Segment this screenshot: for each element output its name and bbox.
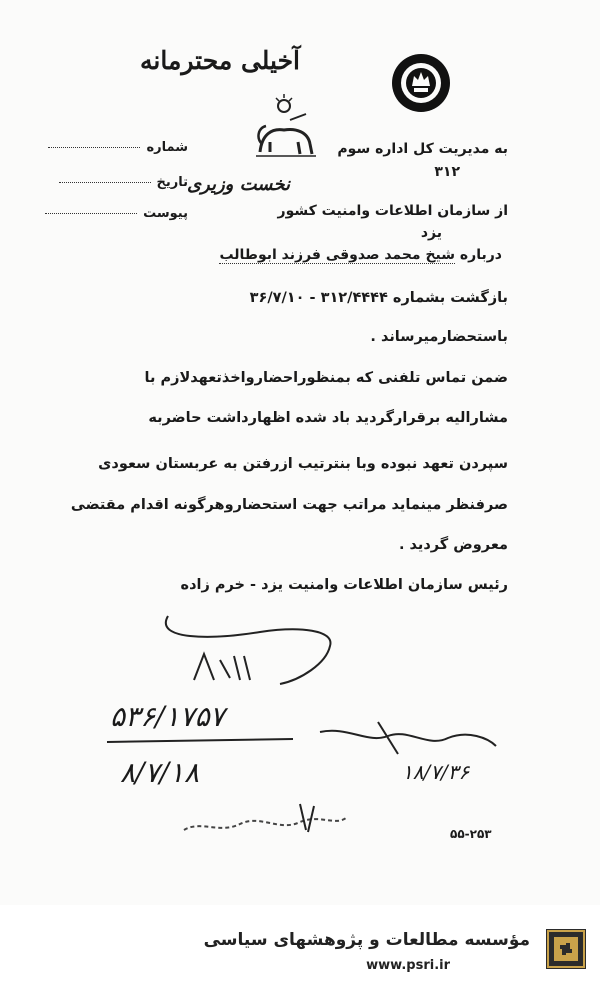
side-signature-stroke: [318, 718, 498, 758]
institute-name: مؤسسه مطالعات و پژوهشهای سیاسی: [203, 930, 530, 950]
handwritten-scribble-top: [190, 650, 260, 685]
website-url[interactable]: www.psri.ir: [366, 958, 450, 973]
field-date: تاریخ: [59, 175, 189, 190]
body-line-5: سپردن تعهد نبوده وبا بنترتیب ازرفتن به عربستان سعودی: [98, 456, 508, 472]
body-line-4: مشارالیه برقرارگردید باد شده اظهارداشت حاضربه: [148, 410, 508, 426]
field-attachment: پیوست: [45, 206, 188, 221]
addressee: به مدیریت کل اداره سوم: [337, 141, 508, 157]
lion-and-sun-emblem-icon: [250, 92, 328, 170]
subject-line: درباره شیخ محمد صدوقی فرزند ابوطالب: [219, 247, 502, 263]
body-line-1: بازگشت بشماره ۳۱۲/۴۴۴۴ - ۳۶/۷/۱۰: [249, 290, 508, 306]
side-date-note: ۱۸/۷/۳۶: [402, 760, 470, 784]
field-number: شماره: [48, 140, 188, 155]
body-line-7: معروض گردید .: [398, 537, 508, 553]
reference-number: ۵۳۶/۱۷۵۷: [110, 700, 225, 733]
sender: از سازمان اطلاعات وامنیت کشور: [277, 203, 508, 219]
body-line-3: ضمن تماس تلفنی که بمنظوراحضارواخذتعهدلازم با: [144, 370, 508, 386]
reference-underline: [105, 736, 295, 746]
body-line-2: باستحضارمیرساند .: [370, 329, 508, 345]
ministry-name: نخست وزیری: [186, 174, 290, 195]
date-note: ۸/۷/۱۸: [120, 756, 200, 789]
city: یزد: [420, 225, 442, 241]
signature-line: رئیس سازمان اطلاعات وامنیت یزد - خرم زاده: [180, 577, 508, 593]
stamp-scribble: [180, 800, 350, 840]
emblem-seal-icon: [390, 52, 452, 114]
classification-title: آخیلی محترمانه: [140, 46, 300, 75]
addressee-number: ۳۱۲: [434, 164, 460, 180]
institute-logo-icon: [546, 929, 586, 969]
document-code: ۵۵-۲۵۳: [450, 827, 492, 841]
body-line-6: صرفنظر مینماید مراتب جهت استحضاروهرگونه اقدام مقتضی: [70, 497, 508, 513]
